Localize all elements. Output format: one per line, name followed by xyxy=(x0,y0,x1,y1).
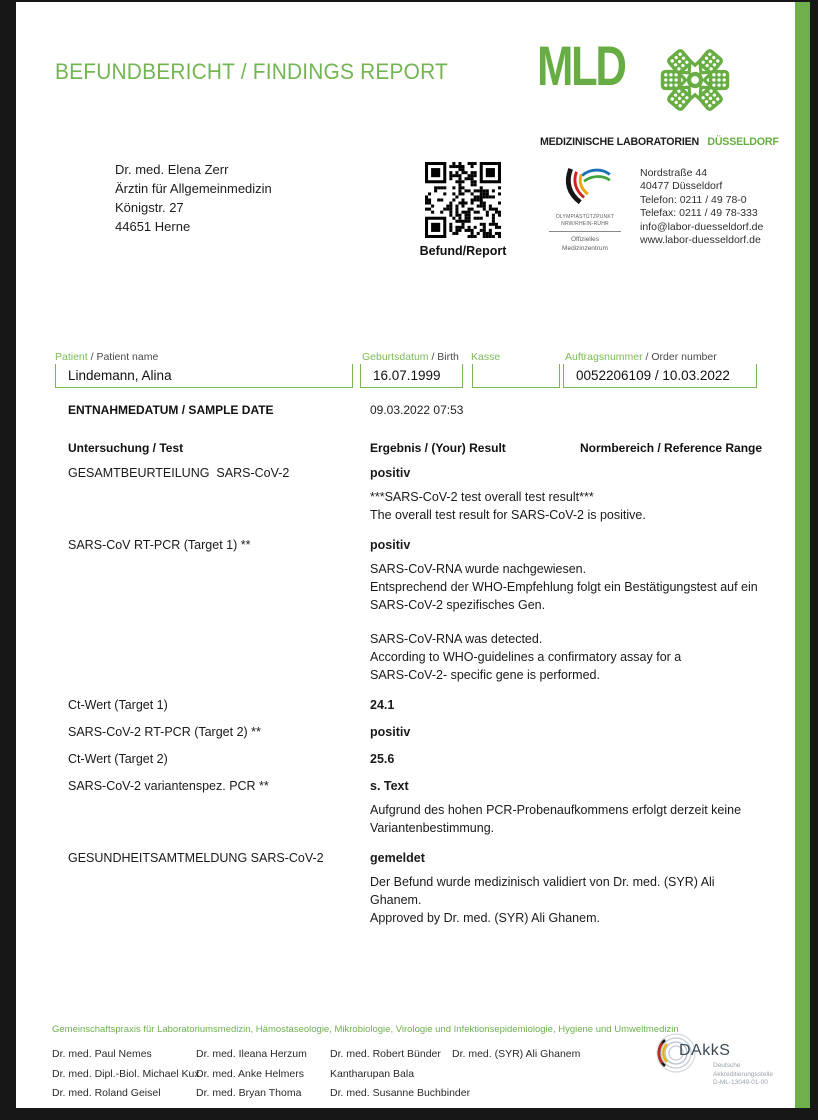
results-rows xyxy=(68,464,778,939)
doctor-name: Dr. med. Anke Helmers xyxy=(196,1067,304,1080)
result-notes xyxy=(370,873,778,927)
doctor-name: Kantharupan Bala xyxy=(330,1067,415,1080)
doctor-column-1 xyxy=(52,1045,200,1104)
green-edge-bar xyxy=(795,2,810,1108)
doctor-column-3 xyxy=(330,1045,470,1104)
page-title: BEFUNDBERICHT / FINDINGS REPORT xyxy=(55,59,448,84)
qr-code-label: Befund/Report xyxy=(419,244,507,258)
order-number-label: Auftragsnummer / Order number xyxy=(565,351,717,363)
result-note-line: SARS-CoV-2- specific gene is performed. xyxy=(370,668,600,682)
doctor-column-2 xyxy=(196,1045,307,1104)
order-number-field: 0052206109 / 10.03.2022 xyxy=(563,364,757,388)
result-note-line xyxy=(370,614,778,630)
dakks-logo xyxy=(653,1030,783,1086)
recipient-address-block xyxy=(115,160,272,236)
lab-address-line: 40477 Düsseldorf xyxy=(640,180,723,193)
osp-line3: Offizielles xyxy=(570,236,600,243)
sample-date-label: ENTNAHMEDATUM / SAMPLE DATE xyxy=(68,403,274,417)
osp-name-line2: NRW/RHEIN-RUHR xyxy=(561,221,609,227)
recipient-address-line: Ärztin für Allgemeinmedizin xyxy=(115,181,272,196)
result-note-line: Variantenbestimmung. xyxy=(370,821,495,835)
olympiastuetzpunkt-swoosh-icon xyxy=(556,166,614,208)
practice-description: Gemeinschaftspraxis für Laboratoriumsmedizin, Hämostaseologie, Mikrobiologie, Virologie und Infektionsepidemiologie, Hygiene und Umweltmedizin xyxy=(52,1024,679,1035)
result-note-line: The overall test result for SARS-CoV-2 is positive. xyxy=(370,508,646,522)
patient-name-field: Lindemann, Alina xyxy=(55,364,353,388)
dakks-sub-line: D-ML-13049-01-00 xyxy=(713,1079,768,1086)
mld-logo-wordmark: MLD xyxy=(537,34,625,97)
result-note-line: SARS-CoV-2 spezifisches Gen. xyxy=(370,598,546,612)
patient-name-label: Patient / Patient name xyxy=(55,351,159,363)
dakks-sub-line: Deutsche xyxy=(713,1062,741,1069)
result-note-line: Approved by Dr. med. (SYR) Ali Ghanem. xyxy=(370,911,600,925)
result-note-line: Aufgrund des hohen PCR-Probenaufkommens erfolgt derzeit keine xyxy=(370,803,742,817)
result-row-line xyxy=(68,536,778,554)
result-row-line xyxy=(68,849,778,867)
mld-subtitle-black: MEDIZINISCHE LABORATORIEN xyxy=(540,136,700,148)
doctor-name: Dr. med. Ileana Herzum xyxy=(196,1048,307,1060)
result-note-line: Entsprechend der WHO-Empfehlung folgt ein Bestätigungstest auf ein xyxy=(370,580,758,594)
result-note-line: Der Befund wurde medizinisch validiert von Dr. med. (SYR) Ali xyxy=(370,875,715,889)
result-row xyxy=(68,750,778,768)
birthdate-field: 16.07.1999 xyxy=(360,364,463,388)
column-header-test: Untersuchung / Test xyxy=(68,441,184,455)
test-name: SARS-CoV-2 RT-PCR (Target 2) ** xyxy=(68,725,261,739)
dakks-name: DAkkS xyxy=(679,1042,731,1059)
lab-address-line: Telefon: 0211 / 49 78-0 xyxy=(640,193,747,206)
result-row xyxy=(68,696,778,714)
report-page xyxy=(16,2,795,1108)
mld-flower-icon xyxy=(658,40,732,125)
column-header-range: Normbereich / Reference Range xyxy=(580,441,763,455)
result-row-line xyxy=(68,696,778,714)
result-row xyxy=(68,849,778,927)
osp-name-line1: OLYMPIASTÜTZPUNKT xyxy=(555,214,615,220)
lab-address-line: Telefax: 0211 / 49 78-333 xyxy=(640,207,758,220)
result-row-line xyxy=(68,723,778,741)
test-name: Ct-Wert (Target 1) xyxy=(68,698,168,712)
doctor-name: Dr. med. (SYR) Ali Ghanem xyxy=(452,1048,581,1060)
result-value: 25.6 xyxy=(370,752,395,766)
result-value: positiv xyxy=(370,538,411,552)
result-value: 24.1 xyxy=(370,698,395,712)
recipient-address-line: Dr. med. Elena Zerr xyxy=(115,162,229,177)
result-value: positiv xyxy=(370,466,411,480)
result-notes xyxy=(370,560,778,684)
mld-logo-subtitle xyxy=(540,136,779,148)
recipient-address-line: 44651 Herne xyxy=(115,219,191,234)
lab-address-line: info@labor-duesseldorf.de xyxy=(640,220,764,233)
dakks-sub-text xyxy=(713,1062,773,1088)
doctor-name: Dr. med. Susanne Buchbinder xyxy=(330,1087,471,1099)
olympiastuetzpunkt-logo xyxy=(543,166,627,253)
result-row-line xyxy=(68,777,778,795)
result-note-line: Ghanem. xyxy=(370,893,422,907)
test-name: SARS-CoV RT-PCR (Target 1) ** xyxy=(68,538,251,552)
lab-address-block xyxy=(640,167,763,247)
dakks-sub-line: Akkreditierungsstelle xyxy=(713,1070,773,1078)
result-note-line: SARS-CoV-RNA was detected. xyxy=(370,632,543,646)
result-row-line xyxy=(68,750,778,768)
kasse-label: Kasse xyxy=(471,351,501,363)
result-value: positiv xyxy=(370,725,411,739)
column-header-result: Ergebnis / (Your) Result xyxy=(370,441,506,455)
result-row xyxy=(68,777,778,837)
result-notes xyxy=(370,801,778,837)
test-name: GESUNDHEITSAMTMELDUNG SARS-CoV-2 xyxy=(68,851,324,865)
mld-subtitle-green: DÜSSELDORF xyxy=(707,136,779,148)
birthdate-label: Geburtsdatum / Birth xyxy=(362,351,459,363)
lab-address-line: www.labor-duesseldorf.de xyxy=(640,234,761,247)
result-row xyxy=(68,464,778,524)
doctor-name: Dr. med. Bryan Thoma xyxy=(196,1087,302,1099)
lab-address-line: Nordstraße 44 xyxy=(640,167,708,179)
result-note-line: According to WHO-guidelines a confirmatory assay for a xyxy=(370,650,682,664)
qr-code xyxy=(425,162,501,243)
kasse-field xyxy=(472,364,560,388)
doctor-name: Dr. med. Robert Bünder xyxy=(330,1048,441,1060)
test-name: GESAMTBEURTEILUNG SARS-CoV-2 xyxy=(68,466,290,480)
result-row xyxy=(68,723,778,741)
osp-divider xyxy=(549,231,621,232)
test-name: SARS-CoV-2 variantenspez. PCR ** xyxy=(68,779,269,793)
result-row xyxy=(68,536,778,684)
osp-line4: Medizinzentrum xyxy=(562,244,608,252)
doctor-name: Dr. med. Dipl.-Biol. Michael Kux xyxy=(52,1067,200,1080)
result-value: s. Text xyxy=(370,779,409,793)
recipient-address-line: Königstr. 27 xyxy=(115,200,184,215)
doctor-name: Dr. med. Paul Nemes xyxy=(52,1048,152,1060)
result-note-line: SARS-CoV-RNA wurde nachgewiesen. xyxy=(370,562,587,576)
sample-date-value: 09.03.2022 07:53 xyxy=(370,403,464,417)
result-row-line xyxy=(68,464,778,482)
result-note-line: ***SARS-CoV-2 test overall test result*** xyxy=(370,490,594,504)
doctor-name: Dr. med. Roland Geisel xyxy=(52,1087,161,1099)
doctor-column-4 xyxy=(452,1045,580,1065)
result-notes xyxy=(370,488,778,524)
result-value: gemeldet xyxy=(370,851,425,865)
test-name: Ct-Wert (Target 2) xyxy=(68,752,168,766)
